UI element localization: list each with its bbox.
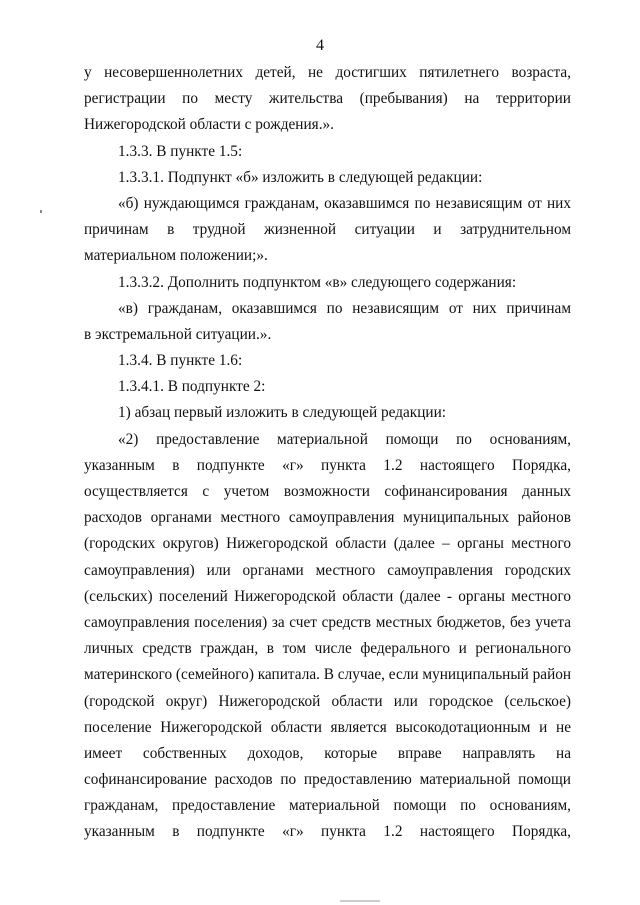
text-line: самоуправления поселения) за счет средств местных бюджетов, без учета: [84, 613, 571, 631]
text-line: причинам в трудной жизненной ситуации и затруднительном: [84, 221, 571, 239]
text-line: поселение Нижегородской области является высокодотационным и не: [84, 718, 571, 736]
text-line: гражданам, предоставление материальной помощи по основаниям,: [84, 797, 571, 815]
page-number: 4: [316, 37, 324, 54]
text-line: 1) абзац первый изложить в следующей редакции:: [118, 404, 447, 422]
text-line: 1.3.3.1. Подпункт «б» изложить в следующей редакции:: [118, 168, 483, 186]
text-line: осуществляется с учетом возможности софинансирования данных: [84, 483, 571, 500]
text-line: 1.3.3.2. Дополнить подпунктом «в» следующего содержания:: [118, 273, 517, 291]
text-line: 1.3.3. В пункте 1.5:: [118, 142, 243, 160]
text-line: в экстремальной ситуации.».: [84, 325, 272, 343]
text-line: расходов органами местного самоуправления муниципальных районов: [84, 509, 571, 527]
text-line: (городской округ) Нижегородской области или городское (сельское): [84, 692, 571, 710]
text-line: «2) предоставление материальной помощи по основаниям,: [118, 430, 571, 448]
text-line: регистрации по месту жительства (пребывания) на территории: [84, 90, 571, 108]
text-line: 1.3.4. В пункте 1.6:: [118, 352, 243, 370]
text-line: указанным в подпункте «г» пункта 1.2 настоящего Порядка,: [84, 823, 571, 841]
margin-mark: [40, 210, 42, 213]
text-line: (городских округов) Нижегородской области (далее – органы местного: [84, 535, 571, 553]
text-line: материальном положении;».: [84, 247, 268, 265]
text-line: (сельских) поселений Нижегородской области (далее - органы местного: [84, 587, 571, 605]
document-body: [84, 60, 571, 846]
text-line: софинансирование расходов по предоставлению материальной помощи: [84, 771, 571, 789]
text-line: личных средств граждан, в том числе федерального и регионального: [84, 640, 571, 658]
text-line: Нижегородской области с рождения.».: [84, 116, 335, 134]
text-line: самоуправления) или органами местного самоуправления городских: [84, 561, 571, 579]
text-line: у несовершеннолетних детей, не достигших пятилетнего возраста,: [84, 64, 571, 81]
text-line: 1.3.4.1. В подпункте 2:: [118, 378, 266, 396]
text-line: имеет собственных доходов, которые вправе направлять на: [84, 744, 571, 762]
text-line: материнского (семейного) капитала. В случае, если муниципальный район: [84, 666, 571, 684]
text-line: указанным в подпункте «г» пункта 1.2 настоящего Порядка,: [84, 456, 571, 474]
text-line: «б) нуждающимся гражданам, оказавшимся по независящим от них: [118, 194, 571, 212]
scan-smudge: [340, 900, 380, 902]
text-line: «в) гражданам, оказавшимся по независящим от них причинам: [118, 299, 571, 317]
